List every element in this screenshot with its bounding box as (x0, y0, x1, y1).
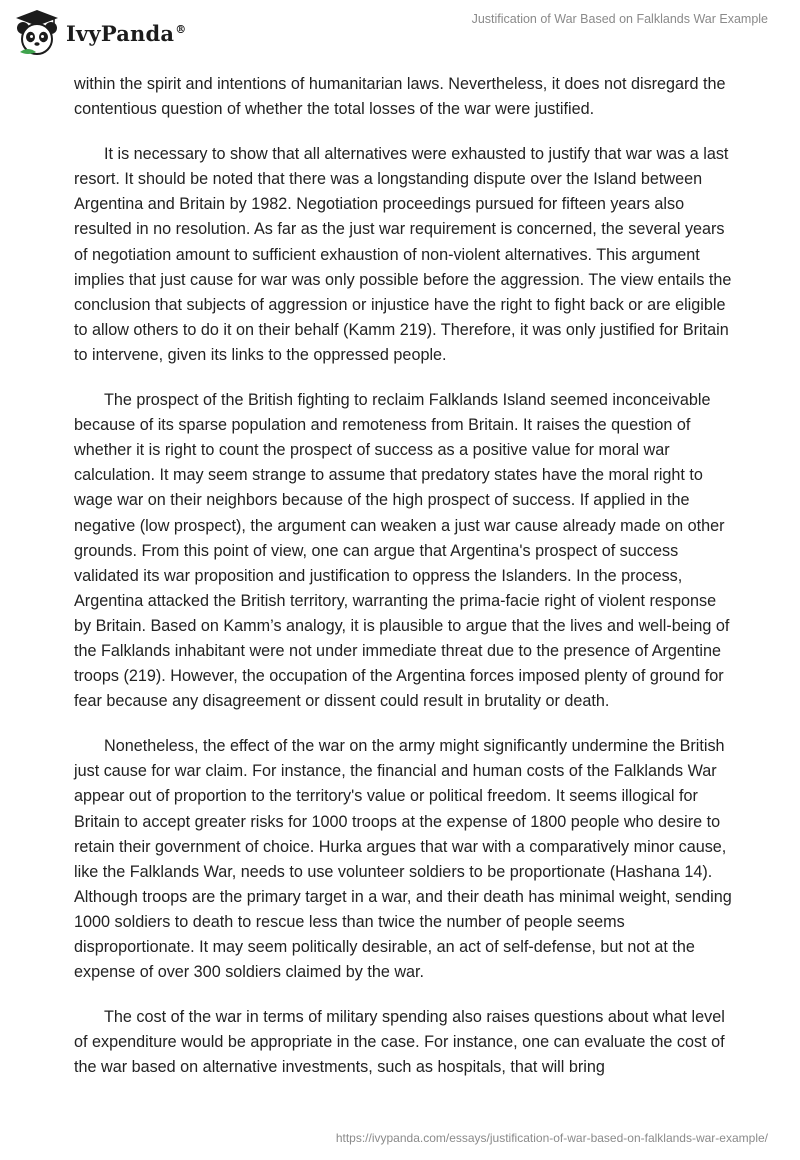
source-url[interactable]: https://ivypanda.com/essays/justification-of-war-based-on-falklands-war-example/ (335, 1131, 768, 1145)
paragraph-3: The prospect of the British fighting to reclaim Falklands Island seemed inconceivable because of its sparse population and remoteness from Britain. It raises the question of whether it is right to count the prospect of success as a positive value for moral war calculation. It may seem strange to assume that predatory states have the moral right to wage war on their neighbors because of the high prospect of success. If applied in the negative (low prospect), the argument can weaken a just war cause already made on other grounds. From this point of view, one can argue that Argentina's prospect of success validated its war proposition and justification to oppress the Islanders. In the process, Argentina attacked the British territory, warranting the prima-facie right of violent response by Britain. Based on Kamm’s analogy, it is plausible to argue that the lives and well-being of the Falklands inhabitant were not under immediate threat due to the presence of Argentine troops (219). However, the occupation of the Argentina forces imposed plenty of ground for fear because any disagreement or dissent could result in brutality or death. (74, 391, 730, 711)
page-header (0, 0, 800, 70)
paragraph-4: Nonetheless, the effect of the war on the army might significantly undermine the British just cause for war claim. For instance, the financial and human costs of the Falklands War appear out of proportion to the territory's value or political freedom. It seems illogical for Britain to accept greater risks for 1000 troops at the expense of 1800 people who desire to retain their government of choice. Hurka argues that war with a comparatively minor cause, like the Falklands War, needs to use volunteer soldiers to be proportionate (Hashana 14). Although troops are the primary target in a war, and their death has minimal weight, sending 1000 soldiers to death to rescue less than twice the number of people seems disproportionate. It may seem politically desirable, an act of self-defense, but not at the expense of over 300 soldiers claimed by the war. (74, 737, 732, 982)
paragraph-1: within the spirit and intentions of humanitarian laws. Nevertheless, it does not disregard the contentious question of whether the total losses of the war were justified. (74, 75, 726, 119)
ivypanda-logo[interactable] (14, 8, 186, 58)
document-title: Justification of War Based on Falklands War Example (471, 12, 768, 26)
paragraph-2: It is necessary to show that all alternatives were exhausted to justify that war was a last resort. It should be noted that there was a longstanding dispute over the Island between Argentina and Britain by 1982. Negotiation proceedings pursued for fifteen years also resulted in no resolution. As far as the just war requirement is concerned, the several years of negotiation amount to sufficient exhaustion of non-violent alternatives. This argument implies that just cause for war was only possible before the aggression. The view entails the conclusion that subjects of aggression or injustice have the right to fight back or are eligible to allow others to do it on their behalf (Kamm 219). Therefore, it was only justified for Britain to intervene, given its links to the oppressed people. (74, 145, 732, 364)
panda-icon (14, 8, 60, 58)
logo-wordmark: IvyPanda® (66, 20, 187, 46)
essay-body (74, 72, 734, 1100)
paragraph-5: The cost of the war in terms of military spending also raises questions about what level of expenditure would be appropriate in the case. For instance, one can evaluate the cost of the war based on alternative investments, such as hospitals, that will bring (74, 1008, 725, 1077)
